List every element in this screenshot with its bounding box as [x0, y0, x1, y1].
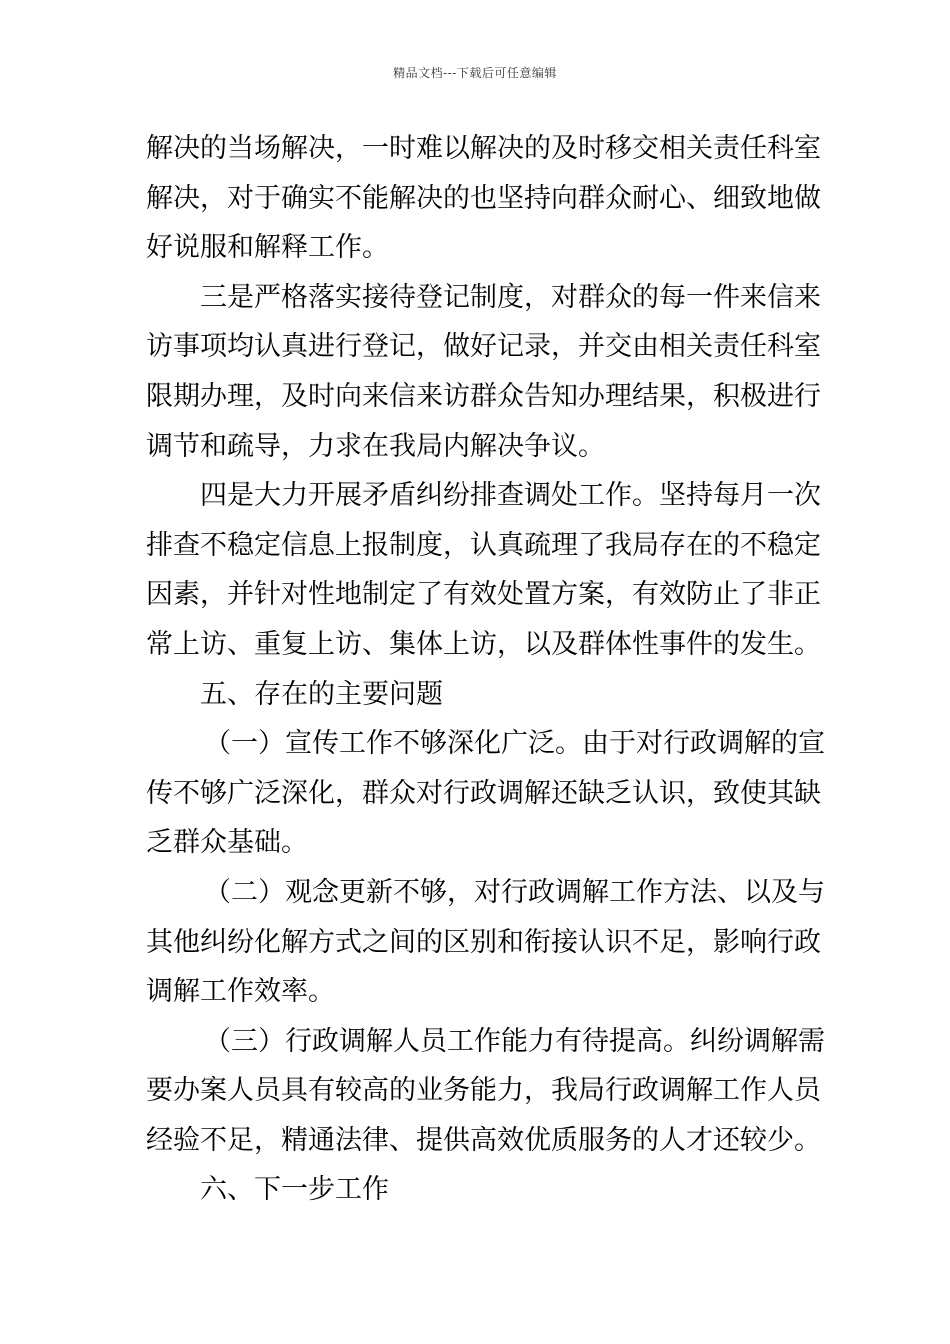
paragraph-start-line: （三）行政调解人员工作能力有待提高。纠纷调解需 [204, 1025, 825, 1057]
text-line: 乏群众基础。 [146, 827, 308, 859]
text-line: 访事项均认真进行登记，做好记录，并交由相关责任科室 [146, 331, 821, 363]
text-line: 因素，并针对性地制定了有效处置方案，有效防止了非正 [146, 579, 821, 611]
section-heading: 五、存在的主要问题 [200, 678, 443, 710]
page-header: 精品文档---下载后可任意编辑 [393, 66, 557, 80]
paragraph-start-line: 三是严格落实接待登记制度，对群众的每一件来信来 [200, 281, 821, 313]
text-line: 限期办理，及时向来信来访群众告知办理结果，积极进行 [146, 380, 821, 412]
text-line: 好说服和解释工作。 [146, 232, 389, 264]
text-line: 排查不稳定信息上报制度，认真疏理了我局存在的不稳定 [146, 529, 821, 561]
text-line: 调节和疏导，力求在我局内解决争议。 [146, 430, 605, 462]
paragraph-start-line: 四是大力开展矛盾纠纷排查调处工作。坚持每月一次 [200, 480, 821, 512]
document-body [146, 124, 825, 1215]
text-line: 解决的当场解决，一时难以解决的及时移交相关责任科室 [146, 133, 821, 164]
paragraph-start-line: （一）宣传工作不够深化广泛。由于对行政调解的宣 [204, 728, 825, 760]
text-line: 要办案人员具有较高的业务能力，我局行政调解工作人员 [146, 1075, 821, 1107]
text-line: 其他纠纷化解方式之间的区别和衔接认识不足，影响行政 [146, 926, 821, 958]
text-line: 传不够广泛深化，群众对行政调解还缺乏认识，致使其缺 [146, 777, 821, 809]
text-line: 调解工作效率。 [146, 976, 335, 1008]
paragraph-start-line: （二）观念更新不够，对行政调解工作方法、以及与 [204, 876, 825, 908]
text-line: 解决，对于确实不能解决的也坚持向群众耐心、细致地做 [146, 182, 821, 214]
text-line: 经验不足，精通法律、提供高效优质服务的人才还较少。 [146, 1124, 821, 1156]
text-line: 常上访、重复上访、集体上访，以及群体性事件的发生。 [146, 628, 821, 660]
section-heading: 六、下一步工作 [200, 1174, 389, 1206]
